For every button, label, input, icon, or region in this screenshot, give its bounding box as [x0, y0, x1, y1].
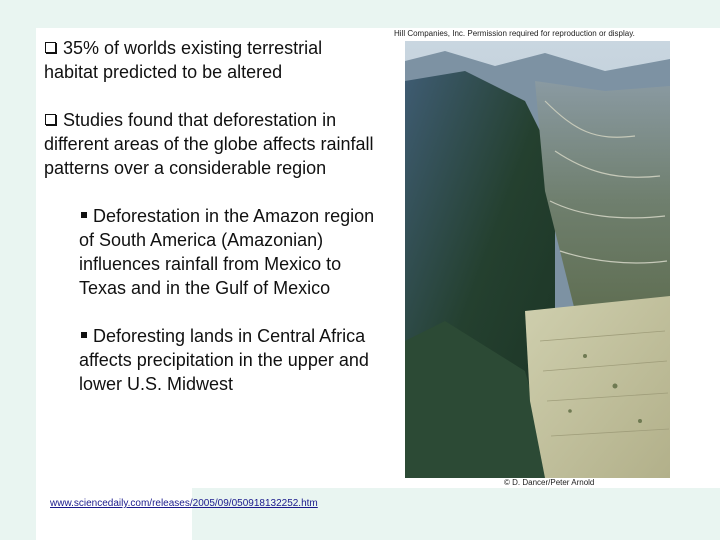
photo-credit-bottom: © D. Dancer/Peter Arnold [504, 478, 595, 487]
q-box-bullet-icon [45, 42, 56, 53]
sub-bullet-africa [79, 324, 378, 396]
photo-credit-top: Hill Companies, Inc. Permission required for reproduction or display. [394, 29, 635, 38]
bullet-habitat-text: 35% of worlds existing terrestrial habitat predicted to be altered [44, 38, 323, 82]
bullet-habitat [44, 36, 378, 84]
footer-strip [36, 486, 192, 540]
sub-bullet-amazon [79, 204, 378, 300]
square-bullet-icon [81, 212, 87, 218]
source-link[interactable]: www.sciencedaily.com/releases/2005/09/050918132252.htm [50, 498, 318, 509]
bullet-deforestation [44, 108, 378, 180]
bullet-list [44, 36, 378, 420]
square-bullet-icon [81, 332, 87, 338]
deforestation-aerial-photo [405, 41, 670, 478]
q-box-bullet-icon [45, 114, 56, 125]
bullet-deforestation-text: Studies found that deforestation in different areas of the globe affects rainfall patterns over a considerable region [44, 110, 374, 178]
sub-bullet-amazon-text: Deforestation in the Amazon region of South America (Amazonian) influences rainfall from Mexico to Texas and in the Gulf of Mexico [79, 206, 375, 298]
sub-bullet-africa-text: Deforesting lands in Central Africa affects precipitation in the upper and lower U.S. Midwest [79, 326, 369, 394]
